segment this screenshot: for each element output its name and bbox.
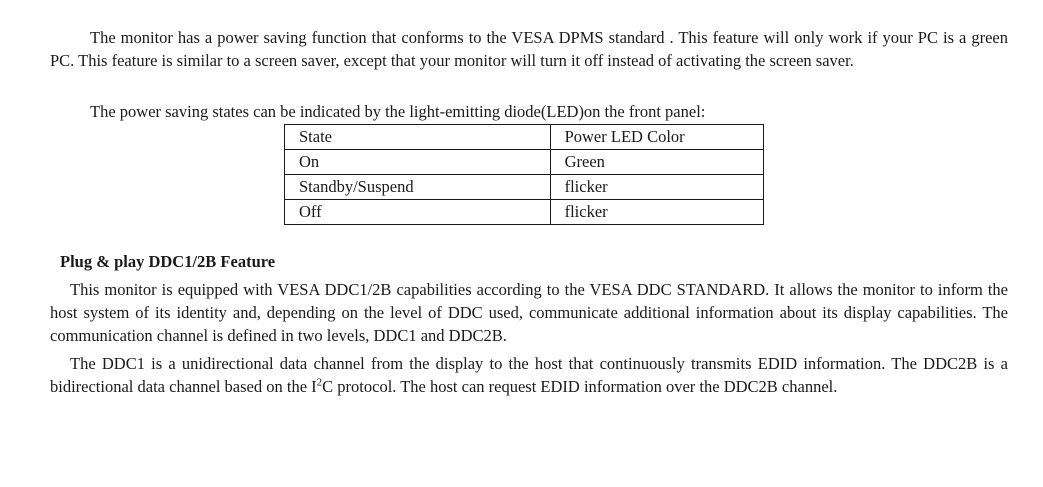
power-saving-paragraph: The monitor has a power saving function that conforms to the VESA DPMS standard . This feature will only work if your PC is a green PC. This feature is similar to a screen saver, except that your monitor will turn it off instead of activating the screen saver. xyxy=(50,28,1008,70)
led-intro-paragraph: The power saving states can be indicated by the light-emitting diode(LED)on the front panel: xyxy=(90,102,706,121)
table-cell-color: flicker xyxy=(550,200,763,225)
table-cell-color: flicker xyxy=(550,175,763,200)
table-header-row xyxy=(285,125,764,150)
table-row xyxy=(285,175,764,200)
header-power-led-color: Power LED Color xyxy=(550,125,763,150)
table-cell-state: Standby/Suspend xyxy=(285,175,551,200)
ddc-capabilities-paragraph: This monitor is equipped with VESA DDC1/2B capabilities according to the VESA DDC STANDARD. It allows the monitor to inform the host system of its identity and, depending on the level of DDC used, communicate additional information about its display capabilities. The communication channel is defined in two levels, DDC1 and DDC2B. xyxy=(50,280,1008,345)
section-heading: Plug & play DDC1/2B Feature xyxy=(60,252,276,271)
table-row xyxy=(285,200,764,225)
power-led-table xyxy=(284,124,764,225)
ddc-channel-paragraph xyxy=(50,352,1008,398)
table-cell-color: Green xyxy=(550,150,763,175)
table-cell-state: On xyxy=(285,150,551,175)
superscript-two: 2 xyxy=(316,376,323,389)
table-row xyxy=(285,150,764,175)
table-cell-state: Off xyxy=(285,200,551,225)
ddc-channel-text-1: The DDC1 is a unidirectional data channel from the display to the host that continuously transmits EDID information. The DDC2B is a bidirectional data channel based on the I xyxy=(50,354,1008,396)
header-state: State xyxy=(285,125,551,150)
ddc-channel-text-2: C protocol. The host can request EDID information over the DDC2B channel. xyxy=(322,377,838,396)
